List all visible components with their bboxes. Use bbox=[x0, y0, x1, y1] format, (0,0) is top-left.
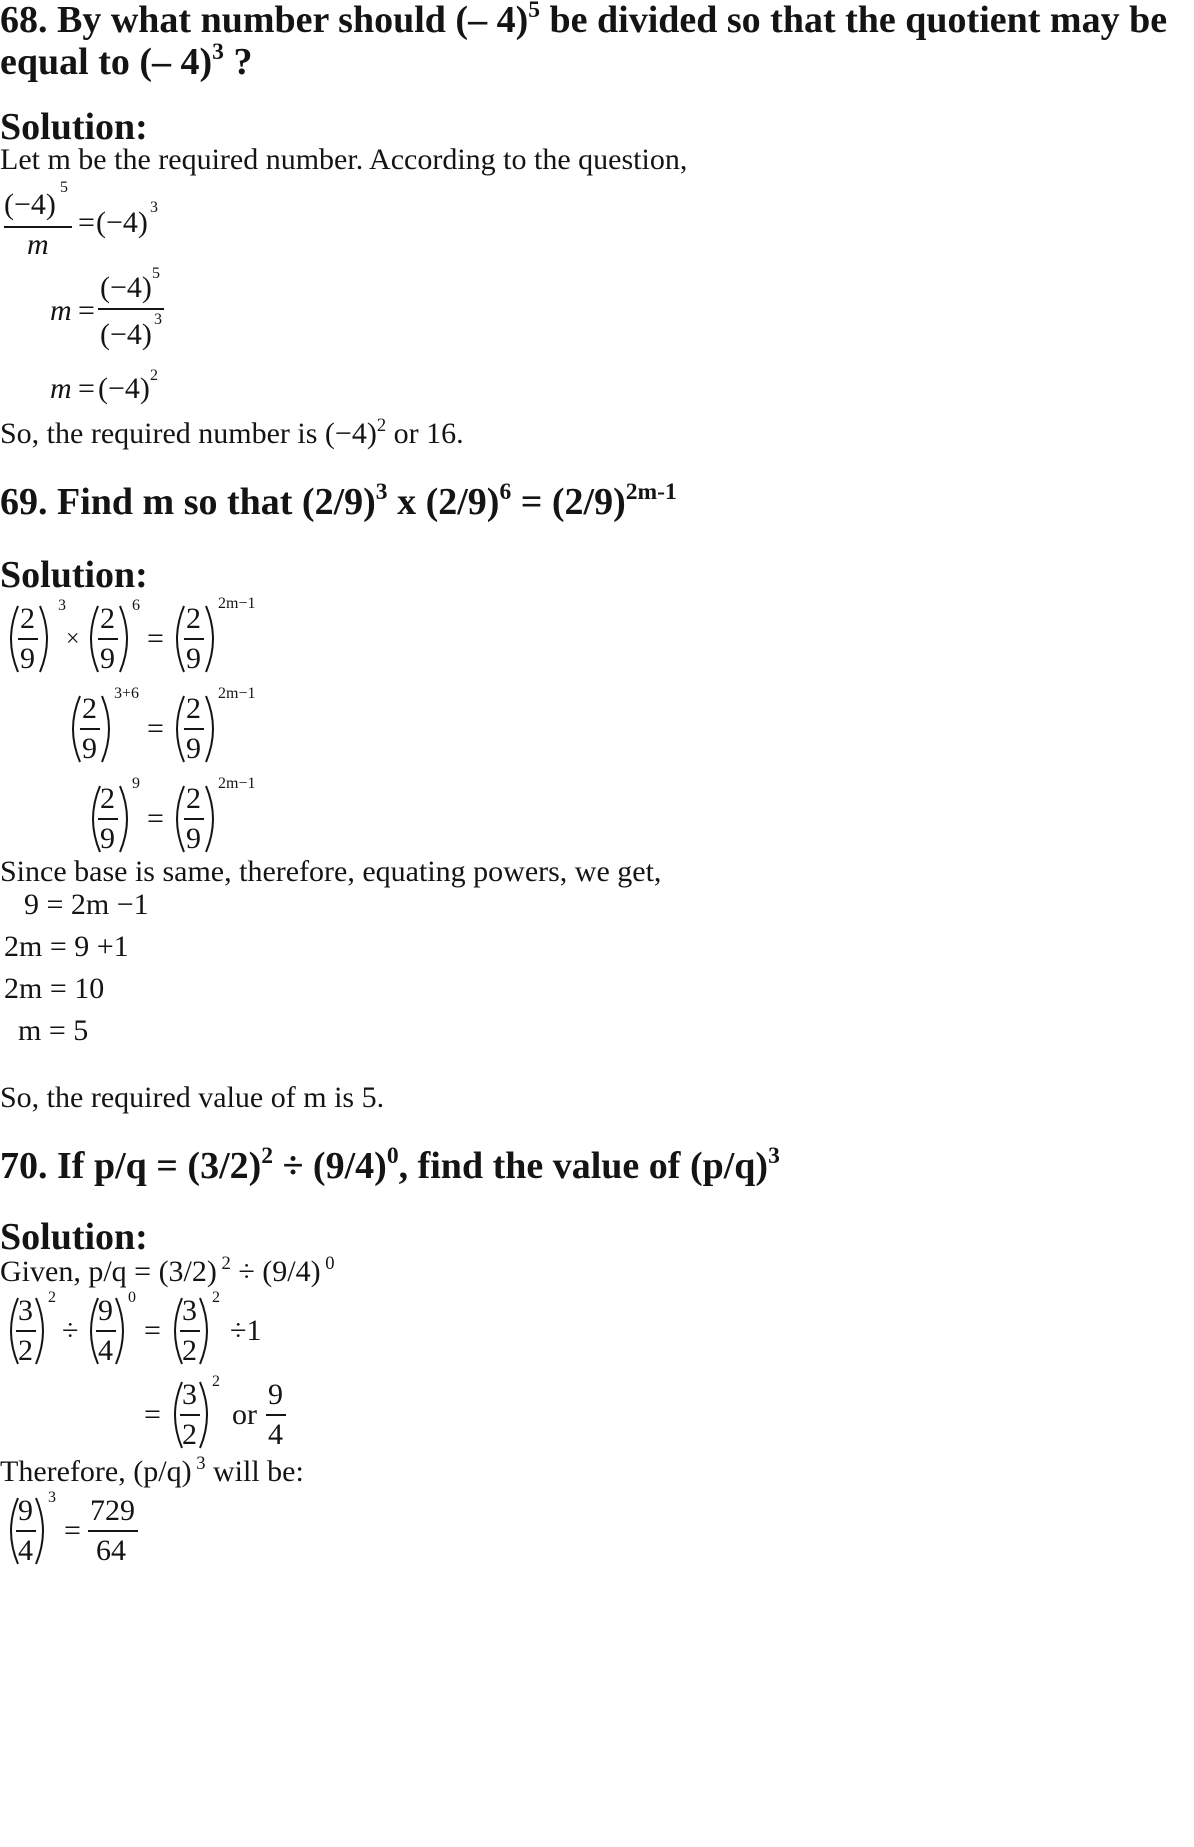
q69-l3-bar-2 bbox=[184, 818, 204, 820]
q70-l1-equals: = bbox=[144, 1314, 161, 1347]
q70-l1-paren-right-2 bbox=[112, 1296, 134, 1366]
q69-l1-den-1: 9 bbox=[20, 642, 35, 675]
q69-l3-bar-1 bbox=[98, 818, 118, 820]
q70-l1-div1: ÷1 bbox=[230, 1314, 262, 1347]
q69-l1-exp-2: 6 bbox=[132, 597, 140, 614]
q70-l3-paren-right bbox=[32, 1496, 54, 1566]
q70-heading bbox=[0, 1144, 780, 1193]
q70-l1-den-3: 2 bbox=[182, 1334, 197, 1367]
q69-since: Since base is same, therefore, equating powers, we get, bbox=[0, 855, 662, 888]
q68-eq2-numerator: (−4) bbox=[100, 271, 152, 304]
q68-eq2-equals: = bbox=[78, 294, 95, 327]
q69-l1-equals: = bbox=[147, 622, 164, 655]
q68-intro: Let m be the required number. According to the question, bbox=[0, 143, 688, 176]
q69-l1-times: × bbox=[66, 626, 80, 652]
q68-eq1-num-exp: 5 bbox=[60, 179, 68, 196]
q68-eq2-den-exp: 3 bbox=[154, 311, 162, 328]
q70-l2-paren-right bbox=[196, 1380, 218, 1450]
q70-l2-den-2: 4 bbox=[268, 1418, 283, 1451]
q70-l1-paren-right-1 bbox=[32, 1296, 54, 1366]
q70-therefore: Therefore, (p/q) $^3$ will be: bbox=[0, 1453, 304, 1488]
q70-l1-num-2: 9 bbox=[98, 1294, 113, 1327]
q69-l1-exp-1: 3 bbox=[58, 597, 66, 614]
q70-number: 70. bbox=[0, 1145, 48, 1187]
q70-l1-exp-3: 2 bbox=[212, 1289, 220, 1306]
q70-l2-num-2: 9 bbox=[268, 1378, 283, 1411]
q69-step3: 2m = 10 bbox=[4, 972, 105, 1005]
q69-l3-den-1: 9 bbox=[100, 822, 115, 855]
q70-l1-paren-right-3 bbox=[196, 1296, 218, 1366]
q69-step1: 9 = 2m −1 bbox=[24, 888, 149, 921]
q69-l1-den-2: 9 bbox=[100, 642, 115, 675]
q68-eq2-num-exp: 5 bbox=[152, 265, 160, 282]
q70-l1-num-3: 3 bbox=[182, 1294, 197, 1327]
q69-l1-bar-1 bbox=[18, 638, 38, 640]
q70-given: Given, p/q = (3/2) $^2$ ÷ (9/4) $^0$ bbox=[0, 1253, 335, 1288]
q69-l3-paren-right-1 bbox=[116, 784, 138, 854]
q69-l1-num-3: 2 bbox=[186, 602, 201, 635]
q70-l1-den-2: 4 bbox=[98, 1334, 113, 1367]
q69-heading bbox=[0, 480, 677, 529]
q69-l3-exp-1: 9 bbox=[132, 775, 140, 792]
q68-eq3-rhs-exp: 2 bbox=[150, 367, 158, 384]
q68-text: By what number should (– 4)$^5$ be divided so that the quotient may be bbox=[57, 0, 1168, 41]
q70-l1-div: ÷ bbox=[62, 1314, 79, 1347]
q69-l1-den-3: 9 bbox=[186, 642, 201, 675]
q69-solution-label: Solution: bbox=[0, 554, 148, 596]
q69-l3-num-1: 2 bbox=[100, 782, 115, 815]
q69-l2-paren-right-1 bbox=[98, 694, 120, 764]
q68-eq1-rhs: (−4) bbox=[96, 206, 148, 239]
q70-l2-den: 2 bbox=[182, 1418, 197, 1451]
q70-l3-result-bar bbox=[88, 1530, 138, 1532]
q69-l1-paren-right-3 bbox=[202, 604, 224, 674]
q69-l2-den-1: 9 bbox=[82, 732, 97, 765]
q68-eq2-lhs: m bbox=[50, 294, 72, 327]
q69-l3-paren-right-2 bbox=[202, 784, 224, 854]
q69-l1-num-2: 2 bbox=[100, 602, 115, 635]
q68-eq3-rhs: (−4) bbox=[98, 372, 150, 405]
q70-l2-num: 3 bbox=[182, 1378, 197, 1411]
q69-l2-num-1: 2 bbox=[82, 692, 97, 725]
q69-l2-equals: = bbox=[147, 712, 164, 745]
q69-l3-equals: = bbox=[147, 802, 164, 835]
q70-l1-exp-2: 0 bbox=[128, 1289, 136, 1306]
q70-l1-num-1: 3 bbox=[18, 1294, 33, 1327]
q68-eq2-fraction-bar bbox=[98, 308, 164, 310]
q70-l3-result-num: 729 bbox=[90, 1494, 135, 1527]
q70-l3-num: 9 bbox=[18, 1494, 33, 1527]
q68-eq1-rhs-exp: 3 bbox=[150, 199, 158, 216]
q68-eq1-denominator: m bbox=[27, 228, 49, 261]
q69-l2-num-2: 2 bbox=[186, 692, 201, 725]
q70-l3-den: 4 bbox=[18, 1534, 33, 1567]
q70-l1-exp-1: 2 bbox=[48, 1289, 56, 1306]
q69-l1-num-1: 2 bbox=[20, 602, 35, 635]
q68-heading-line2: equal to (– 4)$^3$ ? bbox=[0, 39, 253, 83]
q70-l3-exp: 3 bbox=[48, 1489, 56, 1506]
q69-l2-den-2: 9 bbox=[186, 732, 201, 765]
q69-text: Find m so that $(2/9)^3$ x $(2/9)^6 = (2/9)^{2m-1}$ bbox=[57, 479, 677, 523]
q69-l1-bar-3 bbox=[184, 638, 204, 640]
q69-l1-paren-right-1 bbox=[36, 604, 58, 674]
q69-l3-exp-2: 2m−1 bbox=[218, 775, 256, 792]
q69-l2-bar-2 bbox=[184, 728, 204, 730]
q70-solution-label: Solution: bbox=[0, 1216, 148, 1258]
q69-l2-exp-2: 2m−1 bbox=[218, 685, 256, 702]
q69-step2: 2m = 9 +1 bbox=[4, 930, 129, 963]
q68-eq3-lhs: m bbox=[50, 372, 72, 405]
q68-eq2-denominator: (−4) bbox=[100, 318, 152, 351]
q69-l2-paren-right-2 bbox=[202, 694, 224, 764]
q68-solution-label: Solution: bbox=[0, 106, 148, 148]
q68-number: 68. bbox=[0, 0, 48, 41]
q70-text: If $p/q = (3/2)^2 \div (9/4)^0$, find the value of $(p/q)^3$ bbox=[57, 1143, 780, 1187]
q69-l2-bar-1 bbox=[80, 728, 100, 730]
q70-l2-exp: 2 bbox=[212, 1373, 220, 1390]
q70-l1-den-1: 2 bbox=[18, 1334, 33, 1367]
q69-conclusion: So, the required value of m is 5. bbox=[0, 1081, 385, 1114]
q70-l3-result-den: 64 bbox=[96, 1534, 126, 1567]
q69-l1-exp-3: 2m−1 bbox=[218, 595, 256, 612]
q70-l3-equals: = bbox=[64, 1514, 81, 1547]
q69-l1-paren-right-2 bbox=[116, 604, 138, 674]
q69-l2-exp-1: 3+6 bbox=[114, 685, 140, 702]
q70-l2-bar-2 bbox=[266, 1414, 286, 1416]
q68-eq1-numerator: (−4) bbox=[4, 188, 56, 221]
q68-conclusion: So, the required number is $(-4)^2$ or 16. bbox=[0, 415, 464, 450]
q69-l1-bar-2 bbox=[98, 638, 118, 640]
q69-step4: m = 5 bbox=[18, 1014, 89, 1047]
q69-l3-num-2: 2 bbox=[186, 782, 201, 815]
q69-number: 69. bbox=[0, 481, 48, 523]
q70-l2-equals: = bbox=[144, 1398, 161, 1431]
q69-l3-den-2: 9 bbox=[186, 822, 201, 855]
q68-eq1-equals: = bbox=[78, 206, 95, 239]
q70-l2-or: or bbox=[232, 1398, 257, 1431]
q68-eq3-equals: = bbox=[78, 372, 95, 405]
